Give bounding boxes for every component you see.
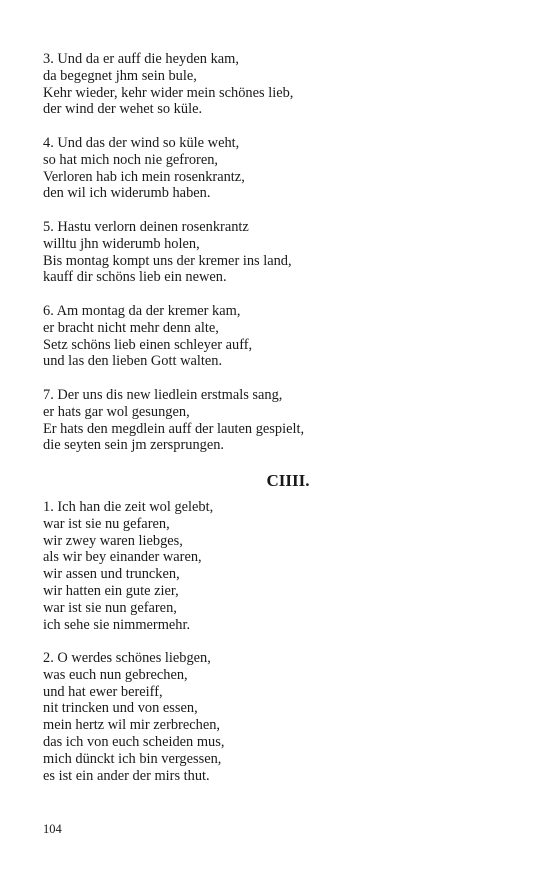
verse-line: Bis montag kompt uns der kremer ins land, — [43, 252, 292, 269]
verse-line: 1. Ich han die zeit wol gelebt, — [43, 498, 214, 515]
verse-line: Er hats den megdlein auff der lauten gespielt, — [43, 420, 305, 437]
verse-line: 5. Hastu verlorn deinen rosenkrantz — [43, 218, 249, 235]
stanza-ciiii-1 — [43, 499, 513, 633]
verse-line: so hat mich noch nie gefroren, — [43, 151, 219, 168]
verse-line: die seyten sein jm zersprungen. — [43, 437, 225, 454]
verse-line: war ist sie nu gefaren, — [43, 515, 170, 532]
verse-line: wir assen und truncken, — [43, 566, 180, 583]
song-heading: CIIII. — [266, 470, 310, 490]
stanza-ciii-3 — [43, 51, 513, 118]
page-number: 104 — [43, 822, 62, 836]
verse-line: 7. Der uns dis new liedlein erstmals sang, — [43, 386, 283, 403]
verse-line: willtu jhn widerumb holen, — [43, 235, 200, 252]
verse-line: er bracht nicht mehr denn alte, — [43, 319, 219, 336]
verse-line: und las den lieben Gott walten. — [43, 353, 223, 370]
stanza-ciii-5 — [43, 219, 513, 286]
stanza-ciiii-2 — [43, 650, 513, 784]
verse-line: da begegnet jhm sein bule, — [43, 67, 197, 84]
verse-line: er hats gar wol gesungen, — [43, 403, 190, 420]
verse-line: 6. Am montag da der kremer kam, — [43, 302, 241, 319]
stanza-ciii-6 — [43, 303, 513, 370]
verse-line: den wil ich widerumb haben. — [43, 185, 211, 202]
verse-line: wir zwey waren liebges, — [43, 532, 183, 549]
verse-line: das ich von euch scheiden mus, — [43, 734, 225, 751]
verse-line: 4. Und das der wind so küle weht, — [43, 134, 240, 151]
verse-line: ich sehe sie nimmermehr. — [43, 616, 191, 633]
verse-line: nit trincken und von essen, — [43, 700, 198, 717]
verse-line: 3. Und da er auff die heyden kam, — [43, 51, 239, 67]
verse-line: 2. O werdes schönes liebgen, — [43, 650, 211, 667]
verse-line: mein hertz wil mir zerbrechen, — [43, 717, 221, 734]
verse-line: als wir bey einander waren, — [43, 549, 202, 566]
stanza-ciii-7 — [43, 387, 513, 454]
verse-line: Kehr wieder, kehr wider mein schönes lieb, — [43, 84, 294, 101]
text-column — [43, 51, 513, 801]
verse-line: es ist ein ander der mirs thut. — [43, 767, 210, 784]
verse-line: kauff dir schöns lieb ein newen. — [43, 269, 227, 286]
stanza-ciii-4 — [43, 135, 513, 202]
verse-line: war ist sie nun gefaren, — [43, 599, 177, 616]
verse-line: mich dünckt ich bin vergessen, — [43, 750, 222, 767]
verse-line: der wind der wehet so küle. — [43, 101, 203, 118]
verse-line: Verloren hab ich mein rosenkrantz, — [43, 168, 245, 185]
verse-line: Setz schöns lieb einen schleyer auff, — [43, 336, 253, 353]
verse-line: und hat ewer bereiff, — [43, 683, 163, 700]
verse-line: was euch nun gebrechen, — [43, 666, 188, 683]
verse-line: wir hatten ein gute zier, — [43, 582, 179, 599]
